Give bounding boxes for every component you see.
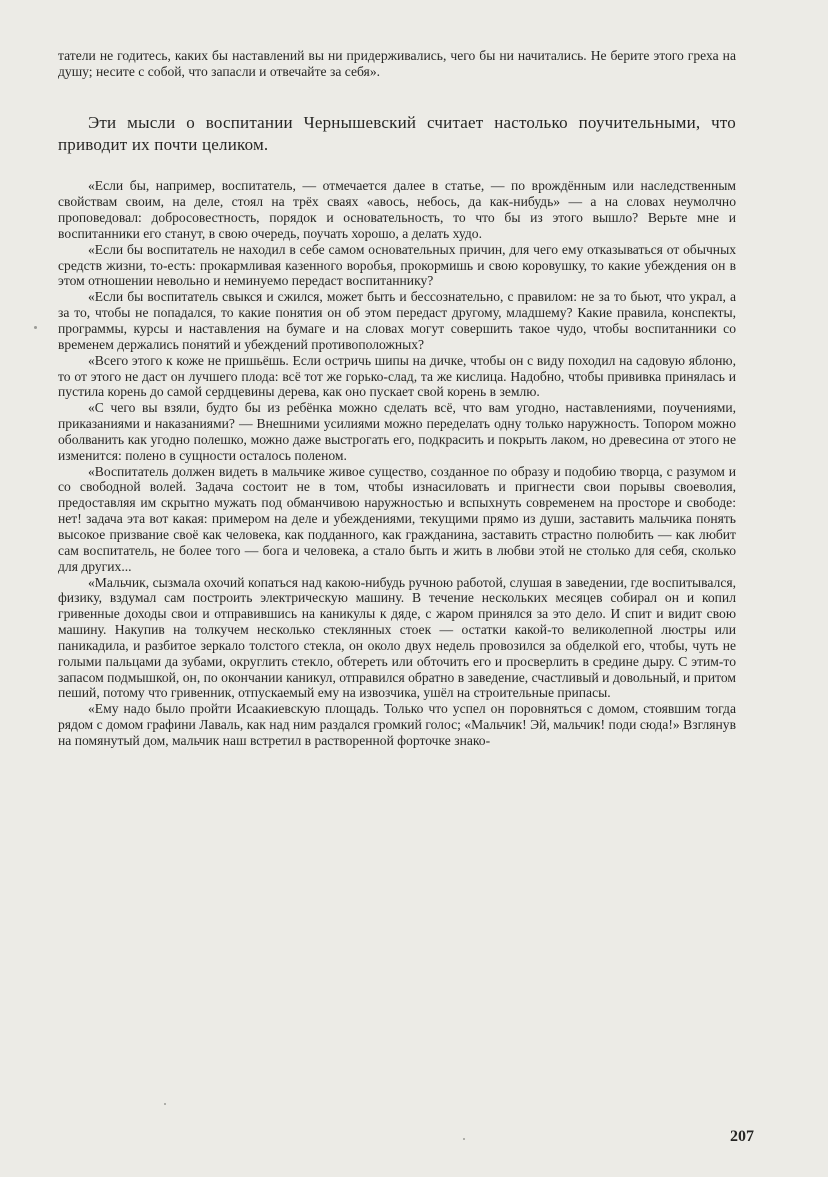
quoted-text-block <box>58 178 736 748</box>
paper-speck-dot <box>164 1103 166 1105</box>
paper-speck-dot <box>34 326 37 329</box>
quote-paragraph-2: «Если бы воспитатель не находил в себе самом основательных причин, для чего ему отказываться от обычных средств жизни, то-есть: прокармливая казенного воробья, прокормишь и свою коровушку, то какие убеждения он в этом отношении невольно и неминуемо передаст воспитаннику? <box>58 241 736 289</box>
opening-paragraph-block <box>58 48 736 80</box>
opening-paragraph: татели не годитесь, каких бы наставлений вы ни придерживались, чего бы ни начитались. Не берите этого греха на душу; несите с собой, что запасли и отвечайте за себя». <box>58 48 736 80</box>
quote-paragraph-1: «Если бы, например, воспитатель, — отмечается далее в статье, — по врождённым или наследственным свойствам своим, на деле, стоял на трёх сваях «авось, небось, да как-нибудь» — а на словах неумолчно проповедовал: добросовестность, порядок и основательность, то что бы из этого вышло? Верьте мне и воспитанники его станут, в свою очередь, поучать хорошо, а делать худо. <box>58 178 736 241</box>
quote-paragraph-3: «Если бы воспитатель свыкся и сжился, может быть и бессознательно, с правилом: не за то бьют, что украл, а за то, чтобы не попадался, то какие понятия он об этом передаст другому, младшему? Какие правила, конспекты, программы, курсы и наставления на бумаге и на словах могут совершить такое чудо, чтобы воспитанники со временем держались понятий и убеждений противоположных? <box>58 289 736 352</box>
quote-paragraph-6: «Воспитатель должен видеть в мальчике живое существо, созданное по образу и подобию творца, с разумом и со свободной волей. Задача состоит не в том, чтобы изнасиловать и пригнести свои порывы своеволия, предоставляя им скрытно мужать под обманчивою наружностью и вспыхнуть современем на просторе и свободе: нет! задача эта вот какая: примером на деле и убеждениями, текущими прямо из души, заставить мальчика понять высокое призвание своё как человека, как подданного, как гражданина, заставить страстно полюбить — как любит сам воспитатель, не более того — бога и человека, а стало быть и жить в любви этой не столько для себя, сколько для других... <box>58 463 736 574</box>
quote-paragraph-8: «Ему надо было пройти Исаакиевскую площадь. Только что успел он поровняться с домом, стоявшим тогда рядом с домом графини Лаваль, как над ним раздался громкий голос; «Мальчик! Эй, мальчик! поди сюда!» Взглянув на помянутый дом, мальчик наш встретил в растворенной форточке знако- <box>58 701 736 748</box>
lead-paragraph: Эти мысли о воспитании Чернышевский считает настолько поучительными, что приводит их почти целиком. <box>58 113 736 155</box>
quote-paragraph-7: «Мальчик, сызмала охочий копаться над какою-нибудь ручною работой, слушая в заведении, где воспитывался, физику, вздумал сам построить электрическую машину. В течение нескольких месяцев собирал он и копил гривенные доходы свои и отправившись на каникулы к дяде, с жаром принялся за это дело. И спит и видит свою машину. Накупив на толкучем несколько стеклянных стоек — остатки какой-то великолепной люстры или паникадила, и разбитое зеркало толстого стекла, он около двух недель провозился за обделкой его, чтобы, чуть не голыми пальцами да зубами, округлить стекло, обтереть или обточить его и просверлить в средине дыру. С этим-то запасом подмышкой, он, по окончании каникул, отправился обратно в заведение, счастливый и довольный, и притом пеший, потому что гривенник, отпускаемый ему на извозчика, ушёл на строительные припасы. <box>58 574 736 701</box>
quote-paragraph-5: «С чего вы взяли, будто бы из ребёнка можно сделать всё, что вам угодно, наставлениями, поучениями, приказаниями и наказаниями? — Внешними усилиями можно переделать одну только наружность. Топором можно оболванить как угодно полешко, можно даже выстрогать его, подкрасить и покрыть лаком, но древесина от этого не изменится: полено в сущности осталось поленом. <box>58 400 736 463</box>
quote-paragraph-4: «Всего этого к коже не пришьёшь. Если остричь шипы на дичке, чтобы он с виду походил на садовую яблоню, то от этого не даст он лучшего плода: всё тот же горько-слад, та же кислица. Надобно, чтобы прививка принялась и пустила корень до самой сердцевины дерева, как оно пускает свой корень в землю. <box>58 352 736 400</box>
page-number: 207 <box>730 1128 754 1145</box>
paper-speck-dot <box>463 1138 465 1140</box>
